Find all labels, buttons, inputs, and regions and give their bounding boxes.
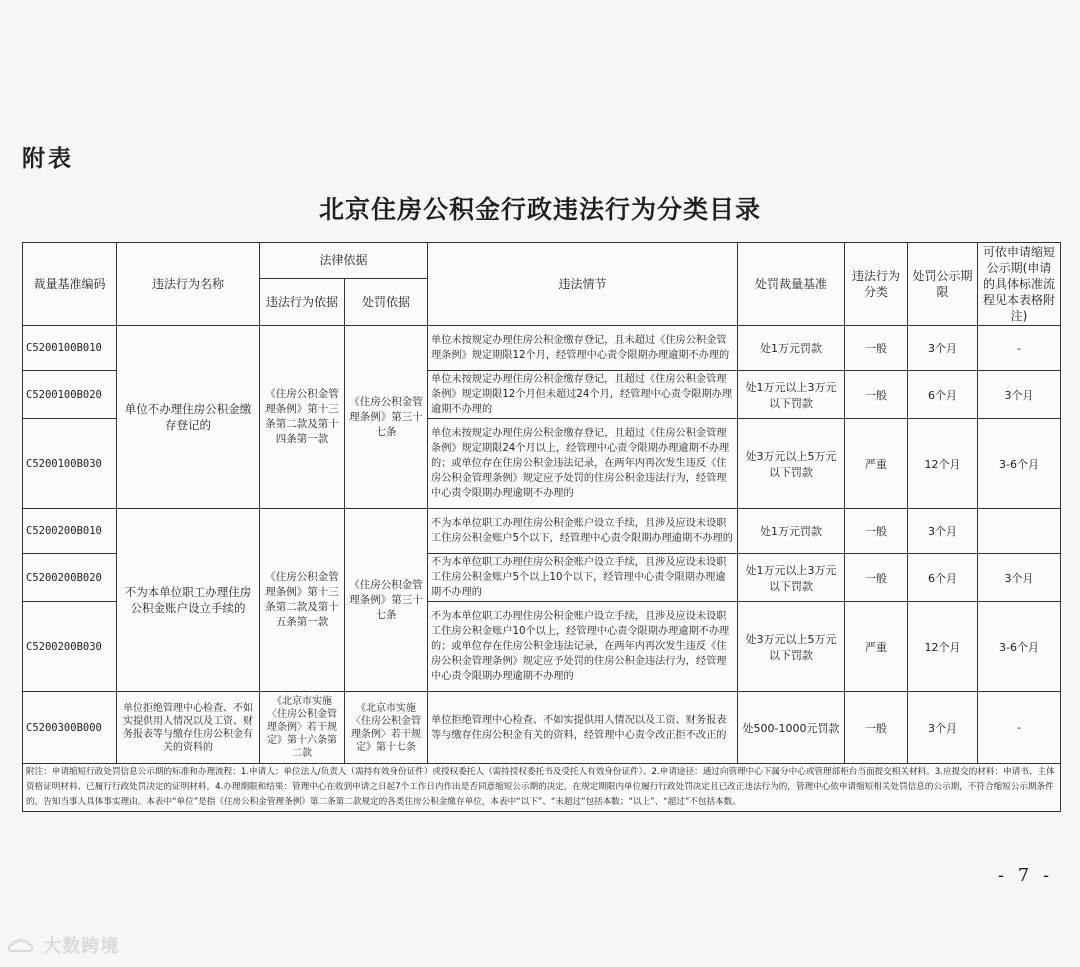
- table-row: [23, 326, 1061, 371]
- header-code: 裁量基准编码: [23, 243, 117, 326]
- table-body: [23, 326, 1061, 812]
- header-name: 违法行为名称: [117, 243, 260, 326]
- row-period: 6个月: [908, 554, 978, 602]
- row-code: C5200100B010: [23, 326, 117, 371]
- row-circumstances: 不为本单位职工办理住房公积金账户设立手续，且涉及应设未设职工住房公积金账户5个以下，经管理中心责令限期办理逾期不办理的: [428, 509, 738, 554]
- violation-name: 单位拒绝管理中心检查、不如实提供用人情况以及工资、财务报表等与缴存住房公积金有关的资料的: [117, 692, 260, 764]
- header-classification: 违法行为分类: [845, 243, 908, 326]
- row-class: 一般: [845, 326, 908, 371]
- header-publicity-period: 处罚公示期限: [908, 243, 978, 326]
- row-class: 一般: [845, 692, 908, 764]
- row-class: 一般: [845, 509, 908, 554]
- row-shorten: 3-6个月: [978, 602, 1061, 692]
- row-circumstances: 不为本单位职工办理住房公积金账户设立手续，且涉及应设未设职工住房公积金账户10个以上，经管理中心责令限期办理逾期不办理的；或单位存在住房公积金违法记录，在两年内再次发生违反《住房公积金管理条例》规定应予处罚的住房公积金违法行为，经管理中心责令限期办理逾期不办理的: [428, 602, 738, 692]
- row-period: 3个月: [908, 692, 978, 764]
- cloud-logo-icon: [8, 938, 36, 956]
- row-circumstances: 单位未按规定办理住房公积金缴存登记，且超过《住房公积金管理条例》规定期限12个月但未超过24个月，经管理中心责令限期办理逾期不办理的: [428, 371, 738, 419]
- row-penalty: 处1万元罚款: [738, 509, 845, 554]
- penalty-basis: 《住房公积金管理条例》第三十七条: [345, 326, 428, 509]
- row-penalty: 处1万元以上3万元以下罚款: [738, 371, 845, 419]
- violation-catalog-table: [22, 242, 1061, 812]
- row-circumstances: 单位拒绝管理中心检查、不如实提供用人情况以及工资、财务报表等与缴存住房公积金有关的资料，经管理中心责令改正拒不改正的: [428, 692, 738, 764]
- violation-basis: 《住房公积金管理条例》第十三条第二款及第十四条第一款: [260, 326, 345, 509]
- row-circumstances: 不为本单位职工办理住房公积金账户设立手续，且涉及应设未设职工住房公积金账户5个以上10个以下，经管理中心责令限期办理逾期不办理的: [428, 554, 738, 602]
- row-class: 严重: [845, 419, 908, 509]
- row-penalty: 处3万元以上5万元以下罚款: [738, 419, 845, 509]
- row-period: 3个月: [908, 326, 978, 371]
- row-shorten: 3-6个月: [978, 419, 1061, 509]
- row-shorten: -: [978, 692, 1061, 764]
- row-circumstances: 单位未按规定办理住房公积金缴存登记，且超过《住房公积金管理条例》规定期限24个月以上，经管理中心责令限期办理逾期不办理的；或单位存在住房公积金违法记录，在两年内再次发生违反《住房公积金管理条例》规定应予处罚的住房公积金违法行为，经管理中心责令限期办理逾期不办理的: [428, 419, 738, 509]
- row-circumstances: 单位未按规定办理住房公积金缴存登记，且未超过《住房公积金管理条例》规定期限12个月，经管理中心责令限期办理逾期不办理的: [428, 326, 738, 371]
- row-period: 3个月: [908, 509, 978, 554]
- header-shortened-period: 可依申请缩短公示期(申请的具体标准流程见本表格附注): [978, 243, 1061, 326]
- row-shorten: 3个月: [978, 371, 1061, 419]
- violation-basis: 《北京市实施〈住房公积金管理条例〉若干规定》第十六条第二款: [260, 692, 345, 764]
- footnote: 附注：申请缩短行政处罚信息公示期的标准和办理流程：1.申请人：单位法人/负责人（需持有效身份证件）或授权委托人（需持授权委托书及受托人有效身份证件）。2.申请途径：通过向管理中心下属分中心或管理部柜台当面提交相关材料。3.应提交的材料：申请书、主体资格证明材料、已履行行政处罚决定的证明材料。4.办理期限和结果：管理中心在收到申请之日起7个工作日内作出是否同意缩短公示期的决定，在规定期限内单位履行行政处罚决定且已改正违法行为的，管理中心依申请缩短相关处罚信息的公示期，不符合缩短公示期条件的，告知当事人具体事实理由。本表中“单位”是指《住房公积金管理条例》第二条第二款规定的各类住房公积金缴存单位，本表中“以下”、“未超过”包括本数；“以上”、“超过”不包括本数。: [23, 764, 1061, 812]
- row-code: C5200100B030: [23, 419, 117, 509]
- row-period: 12个月: [908, 602, 978, 692]
- watermark-text: 大数跨境: [43, 936, 120, 957]
- violation-name: 不为本单位职工办理住房公积金账户设立手续的: [117, 509, 260, 692]
- penalty-basis: 《北京市实施〈住房公积金管理条例〉若干规定》第十七条: [345, 692, 428, 764]
- row-code: C5200200B030: [23, 602, 117, 692]
- row-code: C5200300B000: [23, 692, 117, 764]
- row-penalty: 处1万元罚款: [738, 326, 845, 371]
- header-penalty-basis: 处罚依据: [345, 278, 428, 325]
- row-shorten: [978, 509, 1061, 554]
- row-period: 12个月: [908, 419, 978, 509]
- header-circumstances: 违法情节: [428, 243, 738, 326]
- header-penalty-standard: 处罚裁量基准: [738, 243, 845, 326]
- row-code: C5200100B020: [23, 371, 117, 419]
- row-penalty: 处1万元以上3万元以下罚款: [738, 554, 845, 602]
- row-code: C5200200B020: [23, 554, 117, 602]
- table-row: [23, 692, 1061, 764]
- page-title: 北京住房公积金行政违法行为分类目录: [318, 195, 761, 224]
- row-code: C5200200B010: [23, 509, 117, 554]
- violation-basis: 《住房公积金管理条例》第十三条第二款及第十五条第一款: [260, 509, 345, 692]
- header-legal-basis: 法律依据: [260, 243, 428, 279]
- row-penalty: 处3万元以上5万元以下罚款: [738, 602, 845, 692]
- row-class: 一般: [845, 554, 908, 602]
- watermark: [8, 932, 119, 958]
- header-violation-basis: 违法行为依据: [260, 278, 345, 325]
- row-class: 严重: [845, 602, 908, 692]
- row-shorten: 3个月: [978, 554, 1061, 602]
- appendix-label: 附表: [22, 146, 74, 172]
- row-shorten: -: [978, 326, 1061, 371]
- footnote-row: [23, 764, 1061, 812]
- row-period: 6个月: [908, 371, 978, 419]
- row-class: 一般: [845, 371, 908, 419]
- violation-name: 单位不办理住房公积金缴存登记的: [117, 326, 260, 509]
- table-row: [23, 509, 1061, 554]
- penalty-basis: 《住房公积金管理条例》第三十七条: [345, 509, 428, 692]
- row-penalty: 处500-1000元罚款: [738, 692, 845, 764]
- page-number: - 7 -: [998, 865, 1054, 886]
